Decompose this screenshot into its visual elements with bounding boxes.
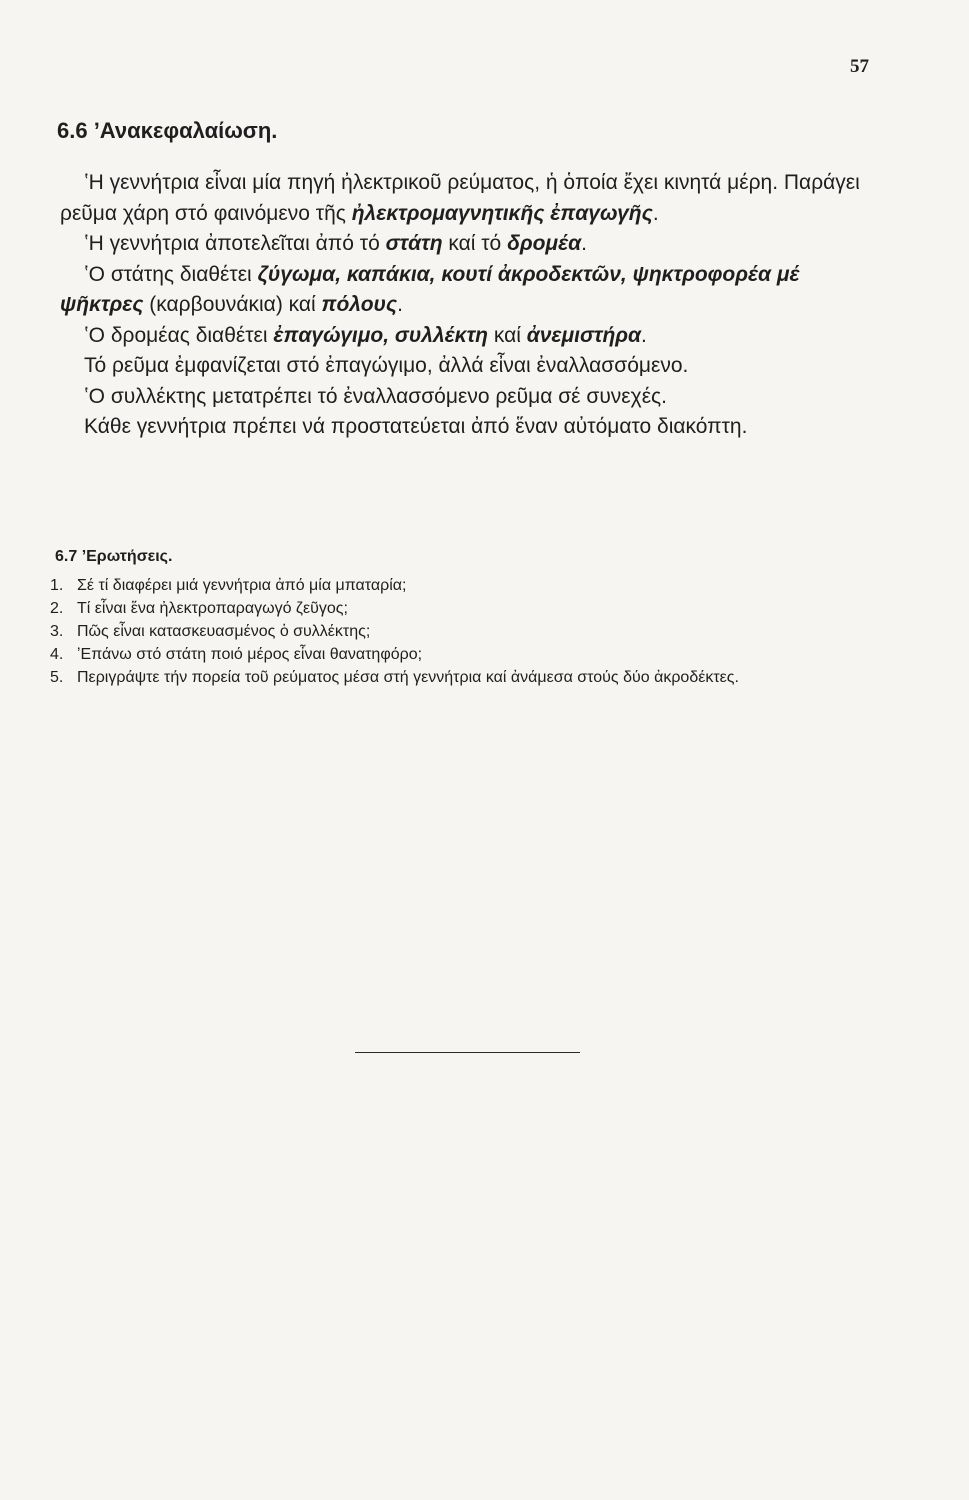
question-item <box>50 643 890 666</box>
key-term: δρομέα <box>507 232 582 255</box>
text-run: ʽΟ δρομέας διαθέτει <box>84 323 274 347</box>
question-item <box>50 666 890 689</box>
summary-paragraph <box>60 229 870 260</box>
text-run: . <box>581 232 588 255</box>
summary-paragraph <box>60 412 870 443</box>
question-number: 4. <box>50 646 64 663</box>
summary-paragraph <box>60 321 870 352</box>
text-run: ʽΗ γεννήτρια ἀποτελεῖται ἀπό τό <box>84 232 386 255</box>
text-run: ʽΟ στάτης διαθέτει <box>84 262 258 286</box>
question-item <box>50 620 890 643</box>
section-title: 6.6 ʼΑνακεφαλαίωση. <box>57 118 278 143</box>
question-number: 5. <box>50 669 64 686</box>
question-text: Τί εἶναι ἕνα ἠλεκτροπαραγωγό ζεῦγος; <box>77 600 348 617</box>
text-run: Τό ρεῦμα ἐμφανίζεται στό ἐπαγώγιμο, ἀλλά εἶναι ἐναλλασσόμενο. <box>84 354 689 377</box>
question-item <box>50 574 890 597</box>
key-term: ἀνεμιστήρα <box>526 323 642 347</box>
questions-title: 6.7 ʼΕρωτήσεις. <box>55 548 173 565</box>
summary-paragraph <box>60 168 870 229</box>
summary-paragraph <box>60 351 870 382</box>
summary-paragraph <box>60 260 870 321</box>
question-text: Σέ τί διαφέρει μιά γεννήτρια ἀπό μία μπαταρία; <box>77 577 407 594</box>
question-text: Πῶς εἶναι κατασκευασμένος ὁ συλλέκτης; <box>77 623 371 640</box>
text-run: . <box>652 201 659 225</box>
text-run: Κάθε γεννήτρια πρέπει νά προστατεύεται ἀπό ἕναν αὐτόματο διακόπτη. <box>84 415 748 438</box>
key-term: πόλους <box>321 293 398 316</box>
key-term: ἐπαγώγιμο, συλλέκτη <box>273 323 488 347</box>
key-term: ἠλεκτρομαγνητικῆς ἐπαγωγῆς <box>351 201 653 225</box>
text-run: ʽΗ γεννήτρια εἶναι μία πηγή ἠλεκτρικοῦ ρεύματος, ἡ ὁποία ἔχει κινητά μέρη. Παράγει ρεῦμα χάρη στό φαινόμενο τῆς <box>60 171 860 225</box>
text-run: . <box>641 323 647 347</box>
text-run: καί <box>487 323 527 347</box>
footer-rule <box>355 1052 580 1053</box>
page-number: 57 <box>850 56 869 77</box>
text-run: ʽΟ συλλέκτης μετατρέπει τό ἐναλλασσόμενο ρεῦμα σέ συνεχές. <box>84 384 668 408</box>
key-term: ζύγωμα, καπάκια, κουτί ἀκροδεκτῶν, ψηκτροφορέα μέ ψῆκτρες <box>60 262 800 316</box>
text-run: . <box>397 293 403 316</box>
question-number: 2. <box>50 600 64 617</box>
text-run: καί τό <box>442 232 508 255</box>
questions-list <box>50 574 890 689</box>
summary-paragraph <box>60 382 870 413</box>
key-term: στάτη <box>385 232 443 255</box>
question-text: ʼΕπάνω στό στάτη ποιό μέρος εἶναι θανατηφόρο; <box>77 646 423 663</box>
text-run: (καρβουνάκια) καί <box>143 293 322 316</box>
question-text: Περιγράψτε τήν πορεία τοῦ ρεύματος μέσα στή γεννήτρια καί ἀνάμεσα στούς δύο ἀκροδέκτες. <box>77 669 739 686</box>
question-number: 1. <box>50 577 64 594</box>
question-item <box>50 597 890 620</box>
question-number: 3. <box>50 623 64 640</box>
summary-text <box>60 168 870 443</box>
